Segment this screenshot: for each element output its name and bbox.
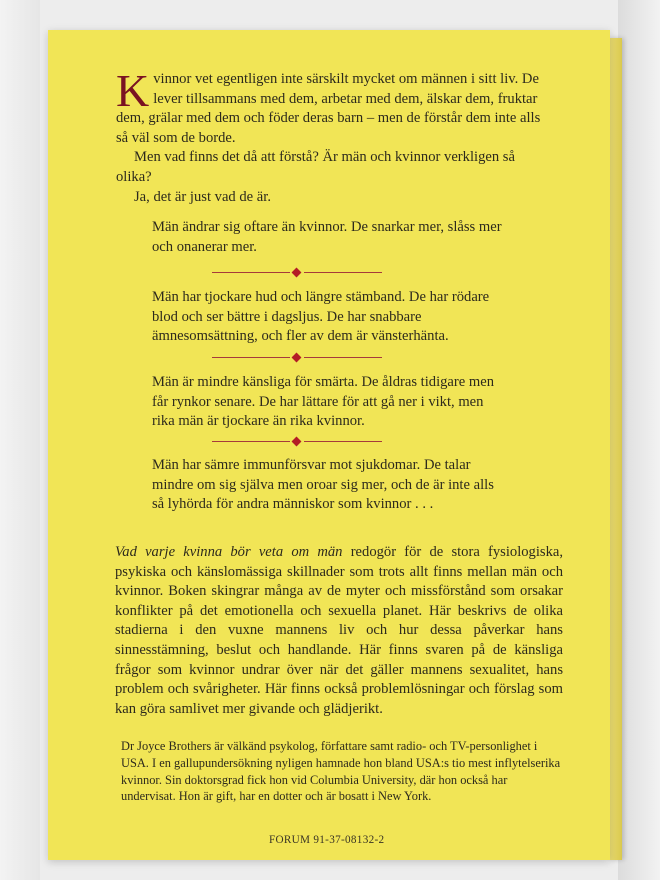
ornament-divider (212, 437, 382, 447)
book-back-cover (48, 30, 610, 860)
diamond-icon (292, 268, 302, 278)
book-title: Vad varje kvinna bör veta om män (115, 544, 343, 560)
description-text: redogör för de stora fysiologiska, psykiska och känslomässiga skillnader som trots allt finns mellan män och kvinnor. Boken skingrar många av de myter och missförstånd som orsakar konflikter på det emotionella och sexuella planet. Här beskrivs de olika stadierna i den vuxne mannens liv och hur dessa påverkar hans sinnesstämning, beslut och handlande. Här finns svaren på de känsliga frågor som kvinnor undrar över när det gäller mannens sexualitet, hans problem och svårigheter. Här finns också problemlösningar och förslag som kan göra samlivet mer givande och glädjerikt. (115, 544, 563, 717)
intro-paragraph-3: Ja, det är just vad de är. (134, 188, 271, 205)
background-left (0, 0, 40, 880)
divider-line (304, 441, 382, 442)
fact-text: Män är mindre känsliga för smärta. De åldras tidigare men får rynkor senare. De har lättare för att gå ner i vikt, men rika män är tjockare än rika kvinnor. (152, 374, 495, 430)
fact-text: Män ändrar sig oftare än kvinnor. De snarkar mer, slåss mer och onanerar mer. (152, 219, 502, 255)
divider-line (304, 272, 382, 273)
book-page-edge (608, 38, 622, 860)
fact-block-3 (152, 373, 508, 432)
author-bio (121, 738, 563, 805)
book-description (115, 543, 563, 719)
diamond-icon (292, 437, 302, 447)
fact-block-4 (152, 456, 508, 515)
diamond-icon (292, 353, 302, 363)
fact-text: Män har sämre immunförsvar mot sjukdomar. De talar mindre om sig själva men oroar sig mer, och de är inte alls så lyhörda för andra människor som kvinnor . . . (152, 457, 494, 513)
divider-line (212, 441, 290, 442)
intro-paragraph-1-text: vinnor vet egentligen inte särskilt mycket om männen i sitt liv. De lever tillsammans med dem, arbetar med dem, älskar dem, fruktar dem, grälar med dem och föder deras barn – men de förstår dem inte alls så väl som de borde. (116, 71, 541, 146)
fact-block-1 (152, 218, 508, 257)
intro-text (116, 65, 541, 207)
divider-line (212, 272, 290, 273)
fact-block-2 (152, 288, 508, 347)
fact-text: Män har tjockare hud och längre stämband. De har rödare blod och ser bättre i dagsljus. De har snabbare ämnesomsättning, och fler av dem är vänsterhänta. (152, 289, 490, 345)
drop-cap: K (116, 65, 150, 116)
intro-paragraph-2: Men vad finns det då att förstå? Är män och kvinnor verkligen så olika? (116, 149, 515, 185)
isbn-label: FORUM 91-37-08132-2 (269, 834, 385, 846)
ornament-divider (212, 353, 382, 363)
divider-line (212, 357, 290, 358)
author-bio-text: Dr Joyce Brothers är välkänd psykolog, författare samt radio- och TV-personlighet i USA. I en gallupundersökning nyligen hamnade hon bland USA:s tio mest inflytelserika kvinnor. Sin doktorsgrad fick hon vid Columbia University, där hon också har undervisat. Hon är gift, har en dotter och är bosatt i New York. (121, 739, 561, 804)
background-right (618, 0, 660, 880)
ornament-divider (212, 268, 382, 278)
intro-paragraph-1 (116, 65, 541, 148)
divider-line (304, 357, 382, 358)
